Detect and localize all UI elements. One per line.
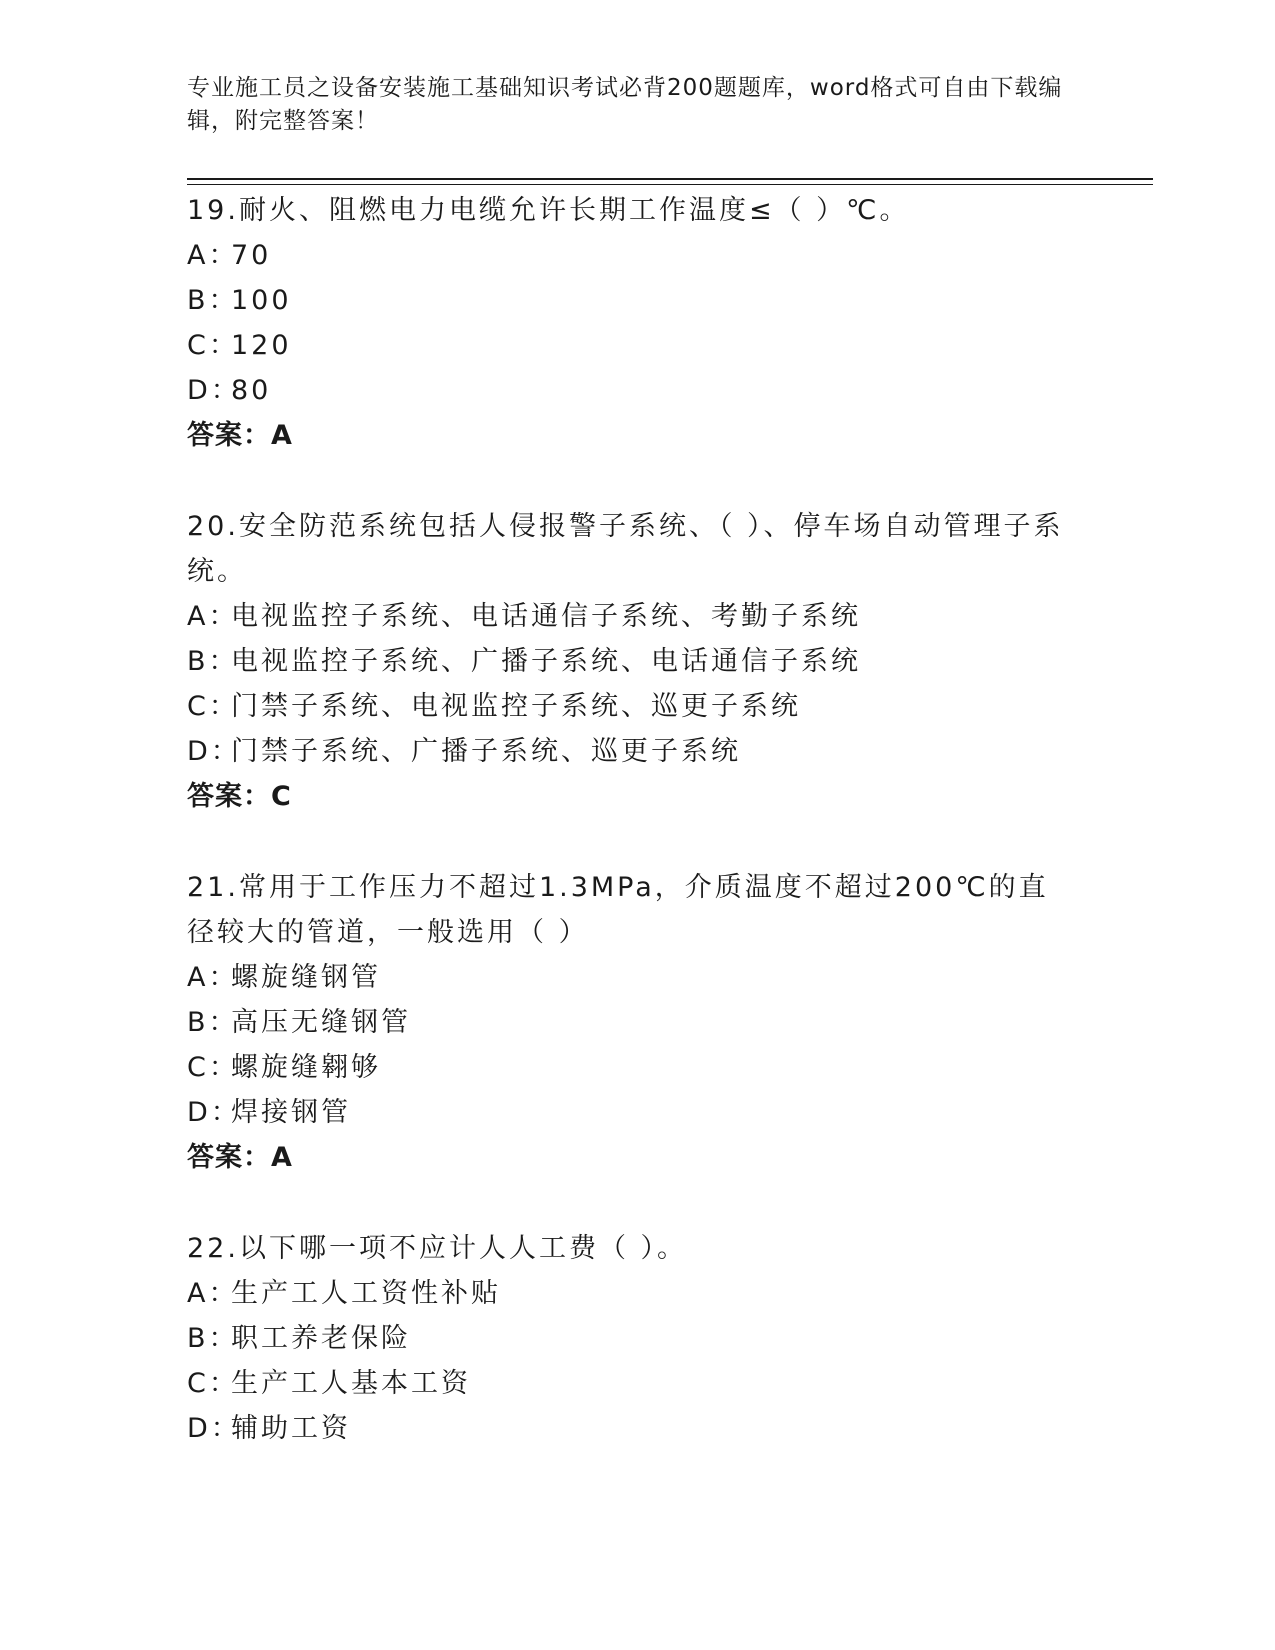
option-key: B： [187, 646, 239, 677]
option-key: B： [187, 1323, 239, 1354]
option-key: C： [187, 691, 239, 722]
option-d [187, 729, 1087, 774]
option-key: D： [187, 1097, 241, 1128]
option-key: A： [187, 962, 239, 993]
option-a [187, 1271, 1087, 1316]
option-b [187, 1316, 1087, 1361]
option-d [187, 368, 1087, 413]
option-c [187, 684, 1087, 729]
document-title: 专业施工员之设备安装施工基础知识考试必背200题题库，word格式可自由下载编辑，附完整答案！ [187, 75, 1063, 134]
option-key: D： [187, 1413, 241, 1444]
option-text: 焊接钢管 [231, 1097, 351, 1128]
option-text: 120 [231, 330, 292, 361]
option-b [187, 278, 1087, 323]
option-c [187, 1045, 1087, 1090]
answer-line: 答案：A [187, 420, 293, 451]
answer-line: 答案：A [187, 1142, 293, 1173]
question-list [187, 188, 1087, 1497]
question-stem: 20.安全防范系统包括人侵报警子系统、（ ）、停车场自动管理子系统。 [187, 511, 1064, 587]
option-d [187, 1406, 1087, 1451]
question-stem: 19.耐火、阻燃电力电缆允许长期工作温度≤（ ）℃。 [187, 195, 910, 226]
question-20 [187, 504, 1087, 819]
option-b [187, 1000, 1087, 1045]
question-19 [187, 188, 1087, 458]
option-c [187, 1361, 1087, 1406]
option-text: 职工养老保险 [231, 1323, 411, 1354]
option-key: C： [187, 1368, 239, 1399]
header-divider-thick [187, 178, 1153, 180]
option-key: B： [187, 285, 239, 316]
option-text: 70 [231, 240, 272, 271]
option-key: A： [187, 1278, 239, 1309]
option-text: 螺旋缝翱够 [231, 1052, 381, 1083]
question-stem: 22.以下哪一项不应计人人工费（ ）。 [187, 1233, 688, 1264]
option-key: A： [187, 601, 239, 632]
header-divider-thin [187, 184, 1153, 185]
option-key: A： [187, 240, 239, 271]
option-text: 门禁子系统、广播子系统、巡更子系统 [231, 736, 741, 767]
option-text: 80 [231, 375, 272, 406]
option-text: 高压无缝钢管 [231, 1007, 411, 1038]
option-text: 螺旋缝钢管 [231, 962, 381, 993]
option-a [187, 955, 1087, 1000]
option-text: 生产工人工资性补贴 [231, 1278, 501, 1309]
option-key: D： [187, 375, 241, 406]
option-key: C： [187, 330, 239, 361]
option-d [187, 1090, 1087, 1135]
option-key: D： [187, 736, 241, 767]
option-text: 电视监控子系统、广播子系统、电话通信子系统 [231, 646, 861, 677]
option-key: B： [187, 1007, 239, 1038]
option-text: 辅助工资 [231, 1413, 351, 1444]
option-a [187, 233, 1087, 278]
question-21 [187, 865, 1087, 1180]
option-a [187, 594, 1087, 639]
option-key: C： [187, 1052, 239, 1083]
question-stem: 21.常用于工作压力不超过1.3MPa，介质温度不超过200℃的直径较大的管道，一般选用（ ） [187, 872, 1049, 948]
option-text: 门禁子系统、电视监控子系统、巡更子系统 [231, 691, 801, 722]
option-b [187, 639, 1087, 684]
option-text: 生产工人基本工资 [231, 1368, 471, 1399]
option-c [187, 323, 1087, 368]
question-22 [187, 1226, 1087, 1451]
option-text: 电视监控子系统、电话通信子系统、考勤子系统 [231, 601, 861, 632]
answer-line: 答案：C [187, 781, 292, 812]
option-text: 100 [231, 285, 292, 316]
